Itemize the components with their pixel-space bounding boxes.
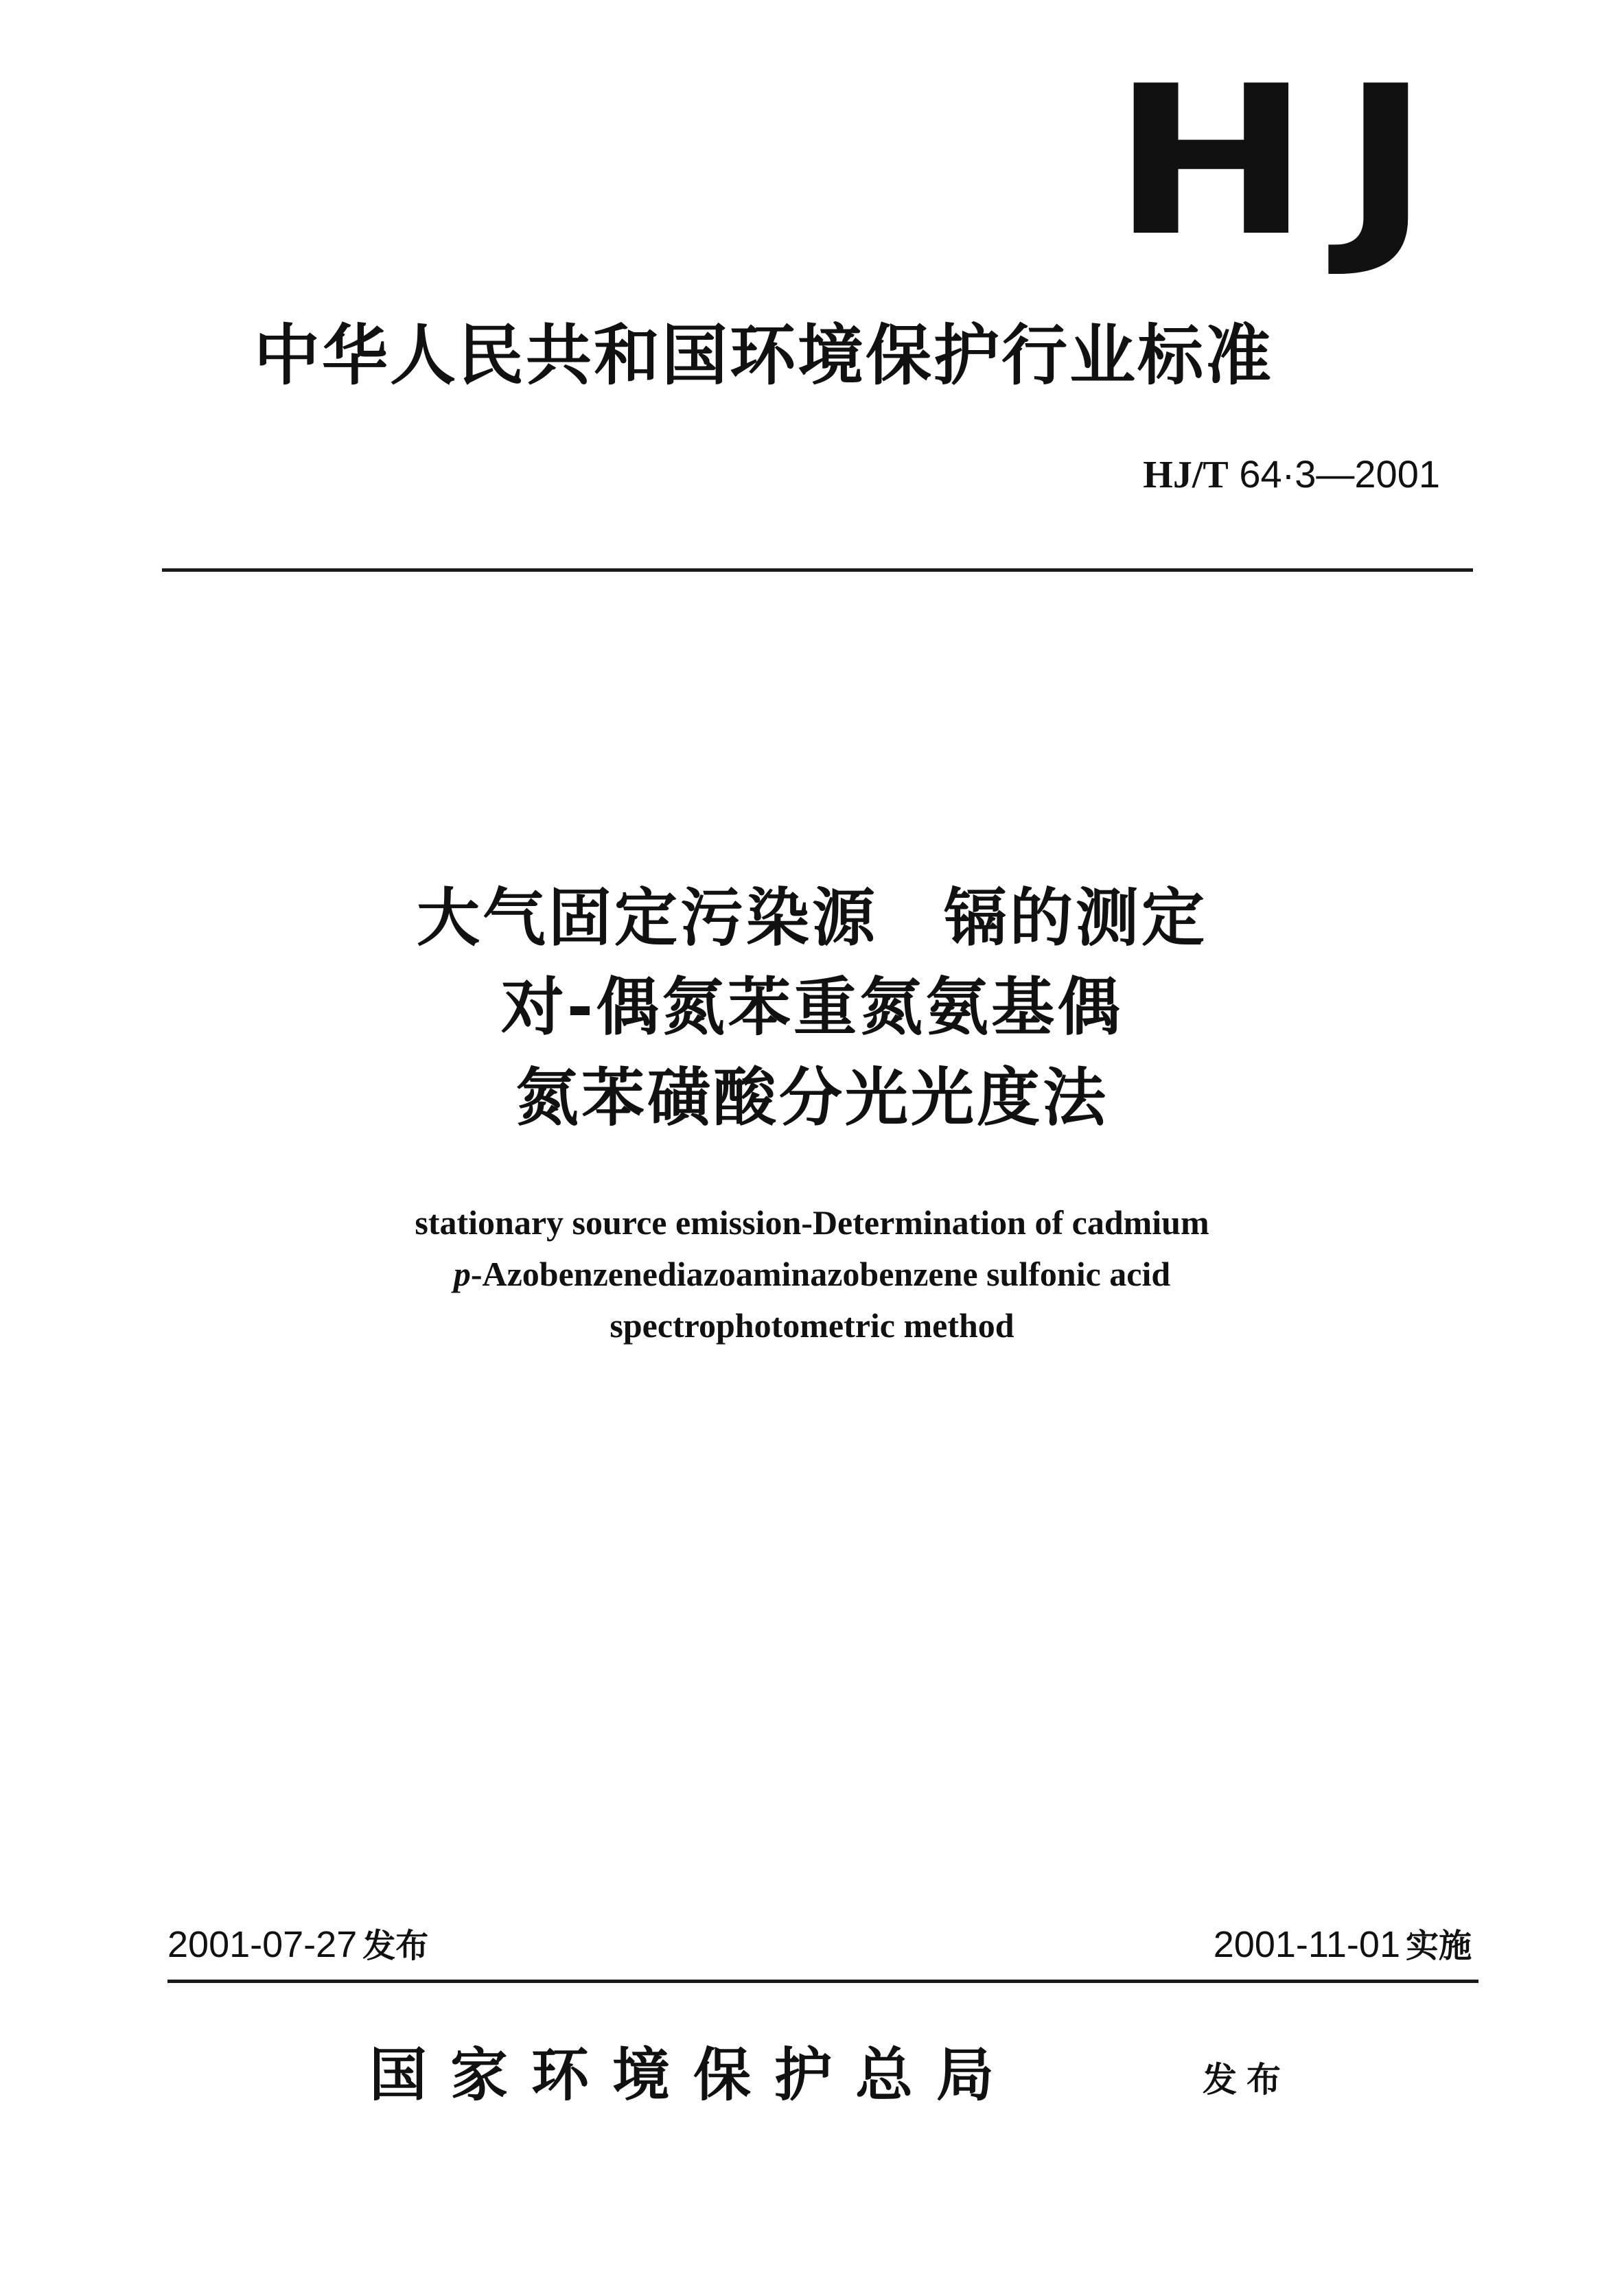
standard-code	[1143, 450, 1440, 499]
effective-date-value: 2001-11-01	[1213, 1924, 1400, 1965]
document-title-en-line-3: spectrophotometric method	[610, 1306, 1014, 1345]
document-title-en-line-1: stationary source emission-Determination of cadmium	[415, 1203, 1209, 1242]
top-divider	[162, 568, 1473, 572]
document-title-zh-line-3: 氮苯磺酸分光光度法	[515, 1061, 1109, 1135]
issue-date-label: 发布	[362, 1927, 429, 1965]
bottom-divider	[167, 1980, 1478, 1983]
standard-code-prefix: HJ/T	[1143, 454, 1229, 496]
standard-code-number: 64·3—2001	[1239, 452, 1440, 496]
publisher-suffix: 发布	[1203, 2060, 1290, 2100]
document-title-en-line-2	[0, 1249, 1624, 1299]
publisher-name: 国家环境保护总局	[369, 2041, 1018, 2109]
issue-date-value: 2001-07-27	[167, 1924, 358, 1965]
issue-date	[167, 1921, 428, 1970]
document-title-zh-line-2: 对-偶氮苯重氮氨基偶	[500, 971, 1124, 1044]
hj-logo: HJ	[1112, 42, 1462, 281]
en-title-line-2-rest: -Azobenzenediazoaminazobenzene sulfonic acid	[470, 1255, 1171, 1293]
effective-date-label: 实施	[1405, 1927, 1472, 1965]
en-title-italic-prefix: p	[453, 1255, 471, 1293]
effective-date	[1214, 1921, 1472, 1970]
document-title-zh-line-1: 大气固定污染源 镉的测定	[416, 881, 1207, 955]
standard-category-title: 中华人民共和国环境保护行业标准	[254, 316, 1273, 394]
